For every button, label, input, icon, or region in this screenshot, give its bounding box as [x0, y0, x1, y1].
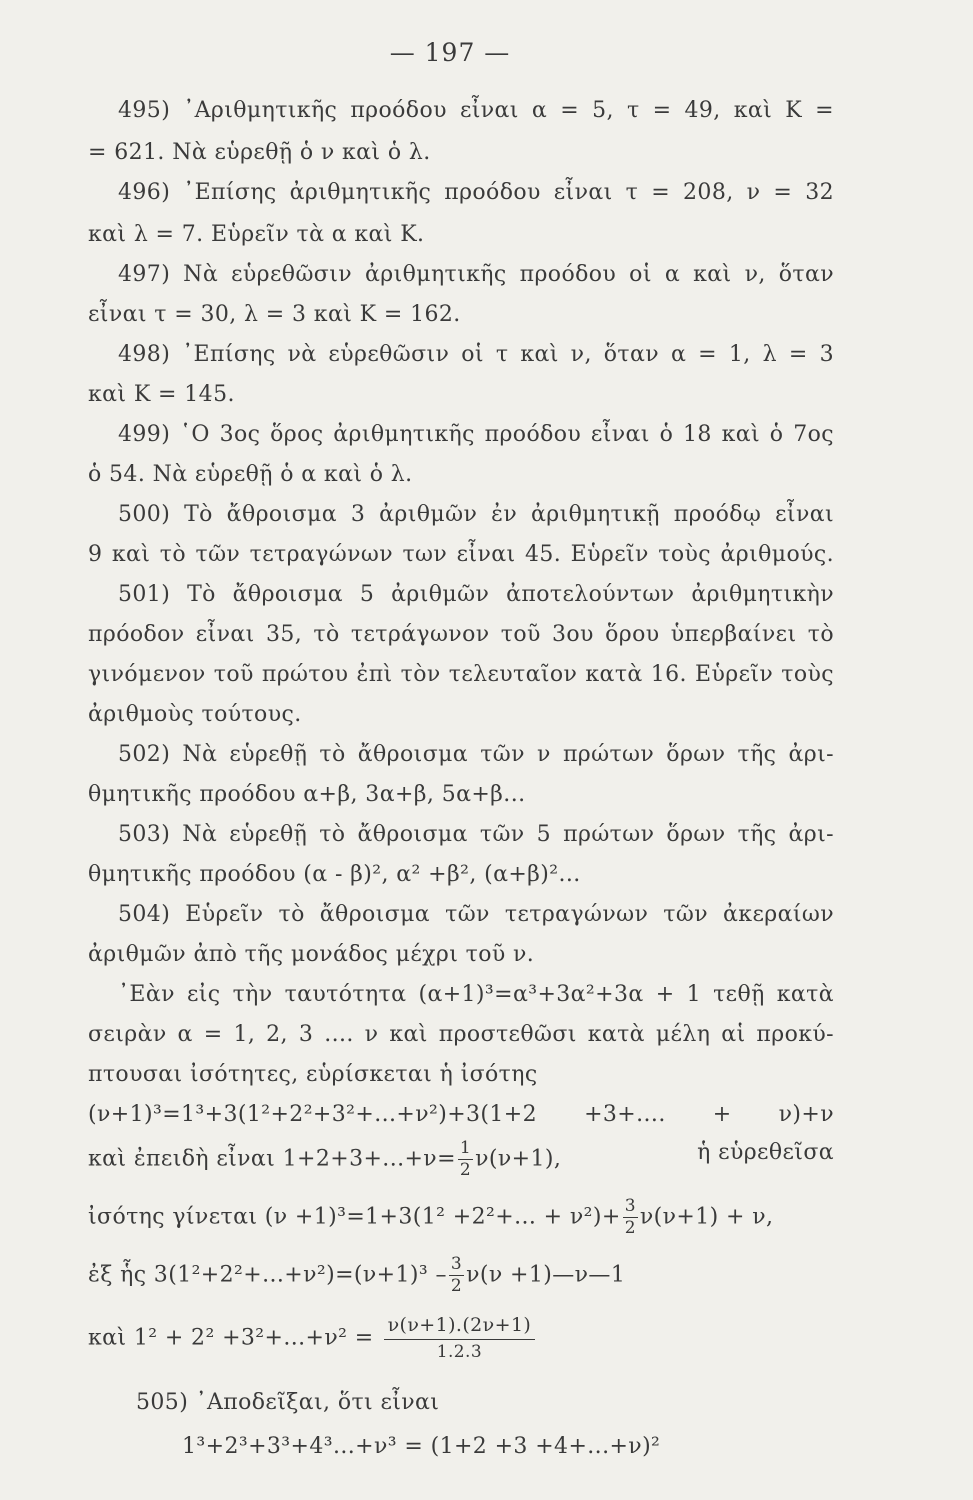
text-line: 499) ῾Ο 3ος ὅρος ἀριθμητικῆς προόδου εἶναι ὁ 18 καὶ ὁ 7ος	[118, 422, 834, 447]
fraction-numerator: 3	[450, 1254, 463, 1274]
text-line: θμητικῆς προόδου α+β, 3α+β, 5α+β...	[88, 782, 526, 807]
fraction-numerator: ν(ν+1).(2ν+1)	[384, 1316, 536, 1340]
text-line: ἀριθμοὺς τούτους.	[88, 702, 302, 727]
text-line: θμητικῆς προόδου (α - β)², α² +β², (α+β)²...	[88, 862, 581, 887]
text-line: = 621. Νὰ εὑρεθῇ ὁ ν καὶ ὁ λ.	[88, 140, 431, 165]
equation-text: ν(ν+1),	[475, 1146, 562, 1172]
fraction-denominator: 2	[459, 1160, 472, 1180]
fraction	[623, 1198, 638, 1237]
text-line: 497) Νὰ εὑρεθῶσιν ἀριθμητικῆς προόδου οἱ α καὶ ν, ὅταν	[118, 262, 834, 287]
text-line: 501) Τὸ ἄθροισμα 5 ἀριθμῶν ἀποτελούντων ἀριθμητικὴν	[118, 582, 834, 607]
equation-text: ν(ν +1)—ν—1	[466, 1262, 626, 1288]
text-line: 502) Νὰ εὑρεθῇ τὸ ἄθροισμα τῶν ν πρώτων ὅρων τῆς ἀρι-	[118, 742, 834, 767]
fraction-numerator: 3	[624, 1196, 636, 1216]
text-line: (ν+1)³=1³+3(1²+2²+3²+...+ν²)+3(1+2 +3+.... + ν)+ν	[88, 1102, 834, 1127]
fraction-numerator: 1	[459, 1138, 472, 1158]
fraction-denominator: 2	[624, 1218, 636, 1238]
equation-text: ἰσότης γίνεται (ν +1)³=1+3(1² +2²+... + ν²)+	[88, 1204, 621, 1230]
fraction	[458, 1140, 473, 1179]
fraction	[449, 1256, 464, 1295]
text-line: ἀριθμῶν ἀπὸ τῆς μονάδος μέχρι τοῦ ν.	[88, 942, 535, 967]
text-line: 503) Νὰ εὑρεθῇ τὸ ἄθροισμα τῶν 5 πρώτων ὅρων τῆς ἀρι-	[118, 822, 834, 847]
equation-text: ν(ν+1) + ν,	[639, 1204, 774, 1230]
text-line: σειρὰν α = 1, 2, 3 .... ν καὶ προστεθῶσι κατὰ μέλη αἱ προκύ-	[88, 1022, 834, 1047]
text-line: πρόοδον εἶναι 35, τὸ τετράγωνον τοῦ 3ου ὅρου ὑπερβαίνει τὸ	[88, 622, 834, 647]
text-line: 500) Τὸ ἄθροισμα 3 ἀριθμῶν ἐν ἀριθμητικῇ προόδῳ εἶναι	[118, 502, 834, 527]
text-line: πτουσαι ἰσότητες, εὑρίσκεται ἡ ἰσότης	[88, 1062, 538, 1087]
text-line: ὁ 54. Νὰ εὑρεθῇ ὁ α καὶ ὁ λ.	[88, 462, 413, 487]
equation-line	[88, 1316, 535, 1361]
equation-text: ἐξ ἧς 3(1²+2²+...+ν²)=(ν+1)³ –	[88, 1262, 447, 1288]
fraction	[384, 1316, 536, 1361]
fraction-denominator: 1.2.3	[436, 1342, 483, 1362]
text-line: 496) ᾿Επίσης ἀριθμητικῆς προόδου εἶναι τ = 208, ν = 32	[118, 180, 834, 205]
text-line: 9 καὶ τὸ τῶν τετραγώνων των εἶναι 45. Εὑρεῖν τοὺς ἀριθμούς.	[88, 542, 834, 567]
text-line: καὶ Κ = 145.	[88, 382, 235, 407]
text-line: 504) Εὑρεῖν τὸ ἄθροισμα τῶν τετραγώνων τῶν ἀκεραίων	[118, 902, 834, 927]
text-line: 498) ᾿Επίσης νὰ εὑρεθῶσιν οἱ τ καὶ ν, ὅταν α = 1, λ = 3	[118, 342, 834, 367]
text-line: καὶ λ = 7. Εὑρεῖν τὰ α καὶ Κ.	[88, 222, 425, 247]
equation-line	[88, 1256, 625, 1295]
text-line: 505) ᾿Αποδεῖξαι, ὅτι εἶναι	[136, 1390, 440, 1415]
equation-text: καὶ 1² + 2² +3²+...+ν² =	[88, 1325, 374, 1351]
text-line: 495) ᾿Αριθμητικῆς προόδου εἶναι α = 5, τ = 49, καὶ Κ =	[118, 98, 834, 123]
equation-line: 1³+2³+3³+4³...+ν³ = (1+2 +3 +4+...+ν)²	[182, 1434, 661, 1459]
equation-line	[88, 1198, 773, 1237]
text-line: ᾿Εὰν εἰς τὴν ταυτότητα (α+1)³=α³+3α²+3α + 1 τεθῇ κατὰ	[118, 982, 834, 1007]
text-line: εἶναι τ = 30, λ = 3 καὶ Κ = 162.	[88, 302, 461, 327]
page-number: — 197 —	[389, 38, 511, 67]
equation-text: ἡ εὑρεθεῖσα	[697, 1140, 834, 1165]
equation-text: καὶ ἐπειδὴ εἶναι 1+2+3+...+ν=	[88, 1146, 456, 1172]
fraction-denominator: 2	[450, 1276, 463, 1296]
text-line: γινόμενον τοῦ πρώτου ἐπὶ τὸν τελευταῖον κατὰ 16. Εὑρεῖν τοὺς	[88, 662, 834, 687]
equation-line	[88, 1140, 834, 1179]
